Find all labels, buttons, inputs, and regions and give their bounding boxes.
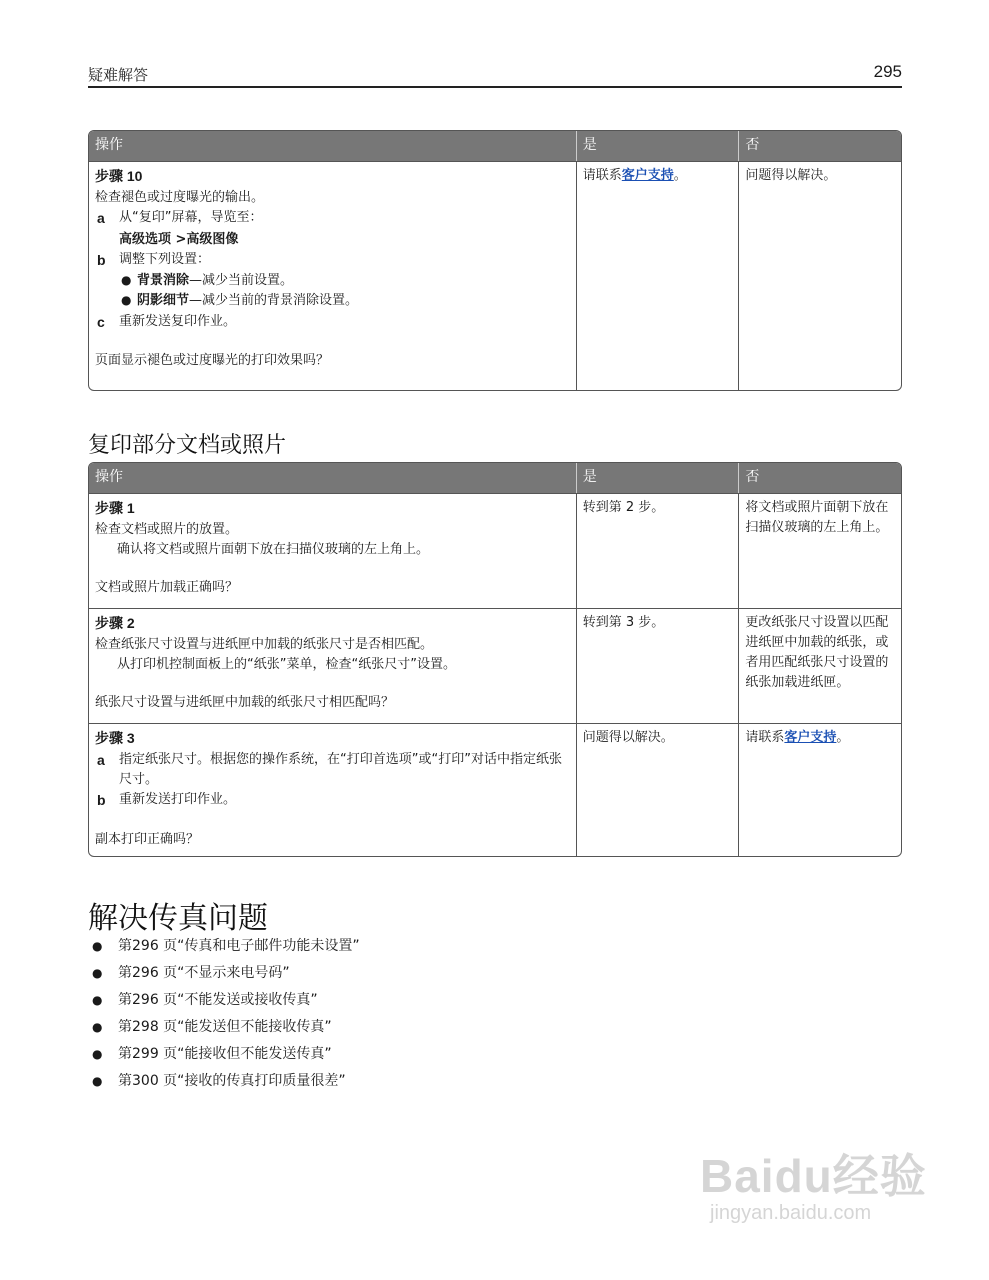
substep-text: 重新发送复印作业。 <box>119 313 237 329</box>
step-line: 检查纸张尺寸设置与进纸匣中加载的纸张尺寸是否相匹配。 <box>95 636 434 652</box>
troubleshooting-table-2 <box>88 462 902 857</box>
watermark-logo: Baidu经验 <box>700 1150 927 1202</box>
yes-cell: 转到第 3 步。 <box>576 608 739 723</box>
page-number: 295 <box>873 62 902 81</box>
no-cell: 更改纸张尺寸设置以匹配进纸匣中加载的纸张，或者用匹配纸张尺寸设置的纸张加载进纸匣。 <box>738 608 901 723</box>
substep-c <box>95 312 570 334</box>
action-cell <box>89 493 576 608</box>
step-question: 页面显示褪色或过度曝光的打印效果吗？ <box>95 353 330 369</box>
page-header <box>88 62 902 88</box>
table-row <box>89 608 901 723</box>
step-detail: 从打印机控制面板上的“纸张”菜单，检查“纸张尺寸”设置。 <box>117 656 456 672</box>
main-heading: 解决传真问题 <box>88 901 268 936</box>
yes-cell: 转到第 2 步。 <box>576 493 739 608</box>
topic-link[interactable]: 第296 页“不能发送或接收传真” <box>118 992 318 1008</box>
substep-b <box>95 250 570 272</box>
topic-link[interactable]: 第299 页“能接收但不能发送传真” <box>118 1046 332 1062</box>
table-row <box>89 161 901 390</box>
no-text: 请联系 <box>745 730 785 745</box>
menu-path: 高级选项 >高级图像 <box>119 231 239 247</box>
topic-link[interactable]: 第298 页“能发送但不能接收传真” <box>118 1019 332 1035</box>
list-item[interactable] <box>88 989 360 1016</box>
list-item[interactable] <box>88 1016 360 1043</box>
troubleshooting-table-1 <box>88 130 902 391</box>
setting-description: —减少当前的背景消除设置。 <box>189 293 359 309</box>
bullet-icon: ● <box>92 1047 103 1061</box>
bullet-icon: ● <box>121 293 132 308</box>
substep-text: 指定纸张尺寸。根据您的操作系统，在“打印首选项”或“打印”对话中指定纸张尺寸。 <box>119 751 562 787</box>
topic-list <box>88 935 360 1097</box>
section-heading: 复印部分文档或照片 <box>88 433 287 458</box>
bullet-icon: ● <box>92 1074 103 1088</box>
setting-bullet <box>95 291 570 311</box>
column-header-yes: 是 <box>576 463 739 493</box>
customer-support-link[interactable]: 客户支持 <box>621 168 674 183</box>
step-title: 步骤 2 <box>95 615 135 631</box>
setting-name: 阴影细节 <box>137 293 190 309</box>
step-intro: 检查褪色或过度曝光的输出。 <box>95 189 265 205</box>
substep-a <box>95 750 570 790</box>
yes-cell: 问题得以解决。 <box>576 723 739 856</box>
table-header-row <box>89 463 901 493</box>
setting-description: —减少当前设置。 <box>189 273 294 289</box>
bullet-icon: ● <box>121 273 132 288</box>
step-detail: 确认将文档或照片面朝下放在扫描仪玻璃的左上角上。 <box>117 541 430 557</box>
step-line: 检查文档或照片的放置。 <box>95 521 239 537</box>
substep-letter: a <box>97 209 105 226</box>
table-header-row <box>89 131 901 161</box>
step-title: 步骤 3 <box>95 730 135 746</box>
setting-name: 背景消除 <box>137 273 190 289</box>
action-cell <box>89 608 576 723</box>
step-question: 副本打印正确吗？ <box>95 831 200 847</box>
bullet-icon: ● <box>92 939 103 953</box>
list-item[interactable] <box>88 1043 360 1070</box>
action-cell <box>89 723 576 856</box>
topic-link[interactable]: 第296 页“传真和电子邮件功能未设置” <box>118 938 360 954</box>
list-item[interactable] <box>88 1070 360 1097</box>
yes-suffix: 。 <box>673 168 687 183</box>
substep-letter: a <box>97 751 105 768</box>
no-suffix: 。 <box>836 730 850 745</box>
column-header-no: 否 <box>738 131 901 161</box>
yes-cell <box>576 161 739 390</box>
substep-letter: b <box>97 791 106 808</box>
watermark-url: jingyan.baidu.com <box>710 1202 872 1224</box>
table-row <box>89 723 901 856</box>
substep-text: 重新发送打印作业。 <box>119 791 237 807</box>
yes-text: 请联系 <box>582 168 622 183</box>
step-title: 步骤 10 <box>95 168 143 184</box>
setting-bullet <box>95 271 570 291</box>
action-cell <box>89 161 576 390</box>
bullet-icon: ● <box>92 1020 103 1034</box>
list-item[interactable] <box>88 935 360 962</box>
substep-letter: c <box>97 313 105 330</box>
substep-b <box>95 790 570 812</box>
topic-link[interactable]: 第300 页“接收的传真打印质量很差” <box>118 1073 346 1089</box>
list-item[interactable] <box>88 962 360 989</box>
no-cell: 问题得以解决。 <box>738 161 901 390</box>
step-question: 纸张尺寸设置与进纸匣中加载的纸张尺寸相匹配吗？ <box>95 694 395 710</box>
step-title: 步骤 1 <box>95 500 135 516</box>
no-cell <box>738 723 901 856</box>
column-header-action: 操作 <box>89 131 576 161</box>
watermark <box>700 1140 940 1250</box>
column-header-no: 否 <box>738 463 901 493</box>
topic-link[interactable]: 第296 页“不显示来电号码” <box>118 965 290 981</box>
header-section-title: 疑难解答 <box>88 66 149 84</box>
column-header-yes: 是 <box>576 131 739 161</box>
substep-text: 从“复印”屏幕，导览至： <box>119 209 263 225</box>
step-question: 文档或照片加载正确吗？ <box>95 579 239 595</box>
substep-text: 调整下列设置： <box>119 251 211 267</box>
substep-a <box>95 208 570 230</box>
substep-letter: b <box>97 251 106 268</box>
customer-support-link[interactable]: 客户支持 <box>784 730 837 745</box>
no-cell: 将文档或照片面朝下放在扫描仪玻璃的左上角上。 <box>738 493 901 608</box>
table-row <box>89 493 901 608</box>
bullet-icon: ● <box>92 966 103 980</box>
column-header-action: 操作 <box>89 463 576 493</box>
bullet-icon: ● <box>92 993 103 1007</box>
